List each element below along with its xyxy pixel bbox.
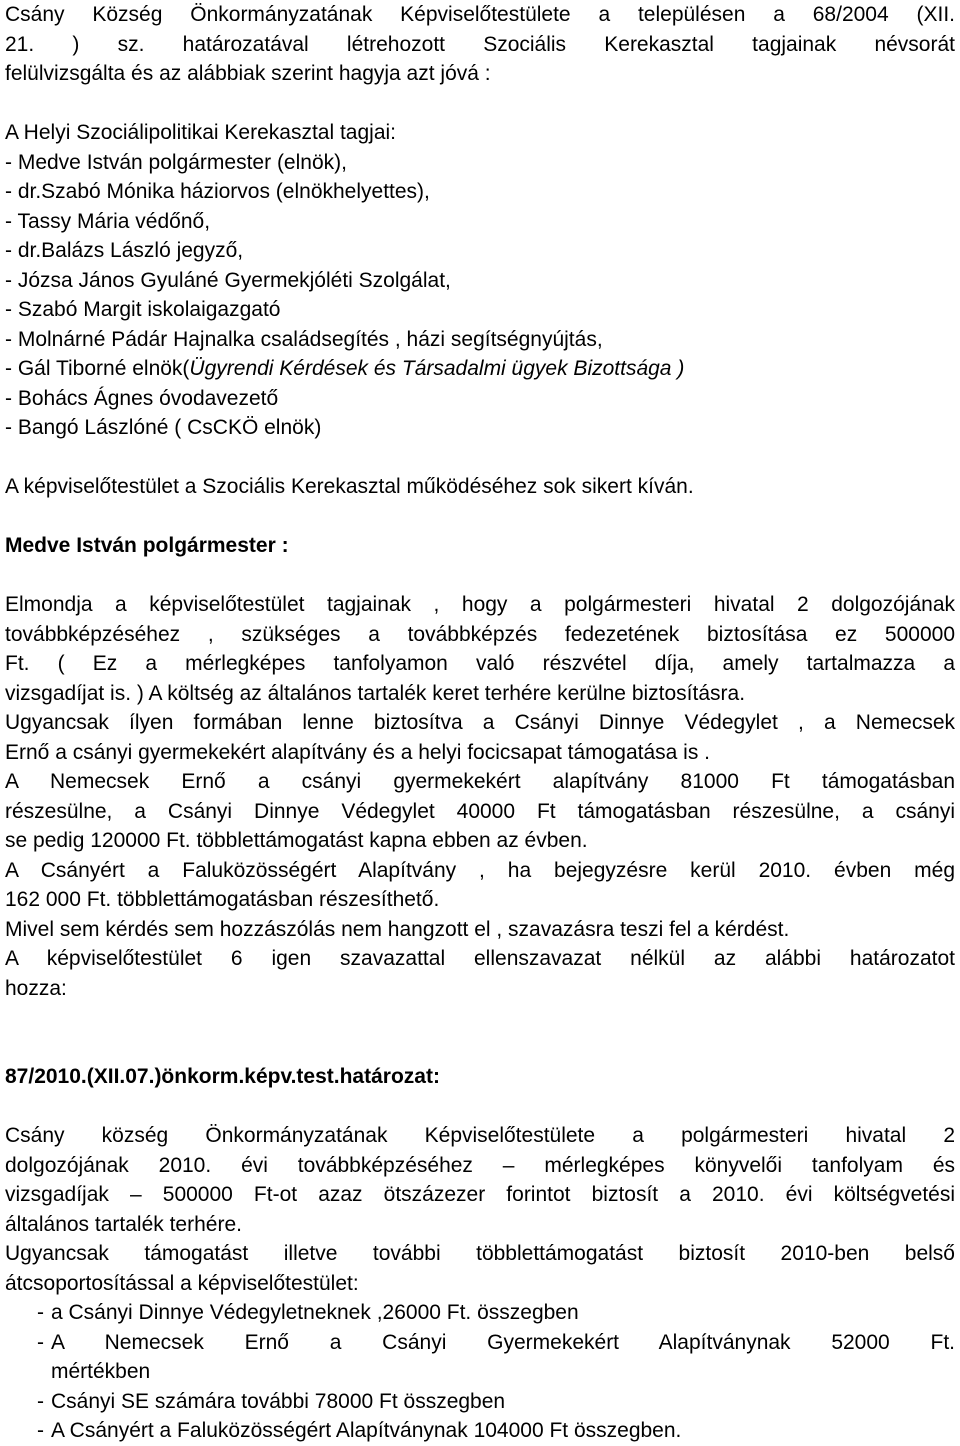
member-item: - dr.Szabó Mónika háziorvos (elnökhelyettes), <box>5 180 430 203</box>
committee-name: Ügyrendi Kérdések és Társadalmi ügyek Bizottsága ) <box>189 357 685 380</box>
spacer <box>5 1003 955 1062</box>
grant-line: A Nemecsek Ernő a Csányi Gyermekekért Alapítványnak 52000 Ft. <box>51 1330 955 1354</box>
intro-line: 21. ) sz. határozatával létrehozott Szociális Kerekasztal tagjainak névsorát <box>5 32 955 56</box>
resolution-line: vizsgadíjak – 500000 Ft-ot azaz ötszázezer forintot biztosít a 2010. évi költségvetési <box>5 1183 955 1206</box>
members-section <box>5 118 955 443</box>
grant-line: A Csányért a Faluközösségért Alapítványnak 104000 Ft összegben. <box>51 1419 682 1442</box>
speech-line: 162 000 Ft. többlettámogatásban részesíthető. <box>5 888 440 911</box>
speech-line: továbbképzéséhez , szükséges a továbbképzés fedezetének biztosítása ez 500000 <box>5 622 955 646</box>
speech-line: hozza: <box>5 976 67 1000</box>
speech-line: Ft. ( Ez a mérlegképes tanfolyamon való részvétel díja, amely tartalmazza a <box>5 652 955 675</box>
speech-line: Mivel sem kérdés sem hozzászólás nem hangzott el , szavazásra teszi fel a kérdést. <box>5 917 790 941</box>
member-item: - Szabó Margit iskolaigazgató <box>5 298 281 321</box>
grant-text <box>51 1298 955 1328</box>
spacer <box>5 561 955 591</box>
speech-line: A Csányért a Faluközösségért Alapítvány , ha bejegyzésre kerül 2010. évben még <box>5 858 955 882</box>
intro-line: Csány Község Önkormányzatának Képviselőtestülete a településen a 68/2004 (XII. <box>5 3 955 26</box>
member-item: - Tassy Mária védőnő, <box>5 209 211 233</box>
speech-line: A képviselőtestület 6 igen szavazattal ellenszavazat nélkül az alábbi határozatot <box>5 947 955 970</box>
grant-item <box>5 1298 955 1328</box>
speech-line: Ugyancsak ílyen formában lenne biztosítva a Csányi Dinnye Védegylet , a Nemecsek <box>5 711 955 734</box>
member-item <box>5 354 955 384</box>
spacer <box>5 502 955 532</box>
member-item: - dr.Balázs László jegyző, <box>5 239 244 262</box>
spacer <box>5 443 955 473</box>
grant-line: a Csányi Dinnye Védegyletneknek ,26000 Ft. összegben <box>51 1301 579 1324</box>
member-item: - Bohács Ágnes óvodavezető <box>5 386 279 410</box>
member-item: - Bangó Lászlóné ( CsCKÖ elnök) <box>5 416 322 439</box>
grant-line: Csányi SE számára további 78000 Ft összegben <box>51 1389 506 1413</box>
member-item: - Molnárné Pádár Hajnalka családsegítés , házi segítségnyújtás, <box>5 327 603 351</box>
grant-dash: - <box>37 1330 44 1354</box>
speech-section <box>5 590 955 1003</box>
spacer <box>5 89 955 119</box>
grants-list <box>5 1298 955 1446</box>
speech-line: részesülne, a Csányi Dinnye Védegylet 40000 Ft támogatásban részesülne, a csányi <box>5 799 955 823</box>
resolution-number: 87/2010.(XII.07.)önkorm.képv.test.határozat: <box>5 1065 440 1088</box>
grant-text <box>51 1387 955 1417</box>
document-page <box>5 0 955 1446</box>
grant-text <box>51 1328 955 1387</box>
resolution-line: általános tartalék terhére. <box>5 1212 242 1236</box>
grant-dash: - <box>37 1419 44 1442</box>
speech-line: vizsgadíjat is. ) A költség az általános tartalék keret terhére kerülne biztosításra. <box>5 681 746 705</box>
wish-paragraph: A képviselőtestület a Szociális Kerekasztal működéséhez sok sikert kíván. <box>5 475 694 498</box>
grant-item <box>5 1387 955 1417</box>
member-item-text: - Gál Tiborné elnök( <box>5 357 190 380</box>
member-item: - Medve István polgármester (elnök), <box>5 150 347 174</box>
speech-line: A Nemecsek Ernő a csányi gyermekekért alapítvány 81000 Ft támogatásban <box>5 770 955 793</box>
grant-line: mértékben <box>51 1360 151 1383</box>
grant-item <box>5 1416 955 1446</box>
grant-dash: - <box>37 1389 44 1413</box>
spacer <box>5 1092 955 1122</box>
resolution-line: Ugyancsak támogatást illetve további többlettámogatást biztosít 2010-ben belső <box>5 1242 955 1265</box>
resolution-line: dolgozójának 2010. évi továbbképzéséhez – mérlegképes könyvelői tanfolyam és <box>5 1153 955 1177</box>
members-heading: A Helyi Szociálipolitikai Kerekasztal tagjai: <box>5 121 397 144</box>
resolution-line: átcsoportosítással a képviselőtestület: <box>5 1271 359 1295</box>
grant-item <box>5 1328 955 1387</box>
speech-line: Ernő a csányi gyermekekért alapítvány és a helyi focicsapat támogatása is . <box>5 740 711 764</box>
speech-line: Elmondja a képviselőtestület tagjainak , hogy a polgármesteri hivatal 2 dolgozójának <box>5 593 955 616</box>
speech-line: se pedig 120000 Ft. többlettámogatást kapna ebben az évben. <box>5 829 588 852</box>
resolution-line: Csány község Önkormányzatának Képviselőtestülete a polgármesteri hivatal 2 <box>5 1124 955 1147</box>
intro-line: felülvizsgálta és az alábbiak szerint hagyja azt jóvá : <box>5 62 491 85</box>
grant-text <box>51 1416 955 1446</box>
member-item: - Józsa János Gyuláné Gyermekjóléti Szolgálat, <box>5 268 451 292</box>
intro-section <box>5 0 955 89</box>
speaker-heading: Medve István polgármester : <box>5 534 289 557</box>
grant-dash: - <box>37 1301 44 1324</box>
resolution-section <box>5 1121 955 1298</box>
